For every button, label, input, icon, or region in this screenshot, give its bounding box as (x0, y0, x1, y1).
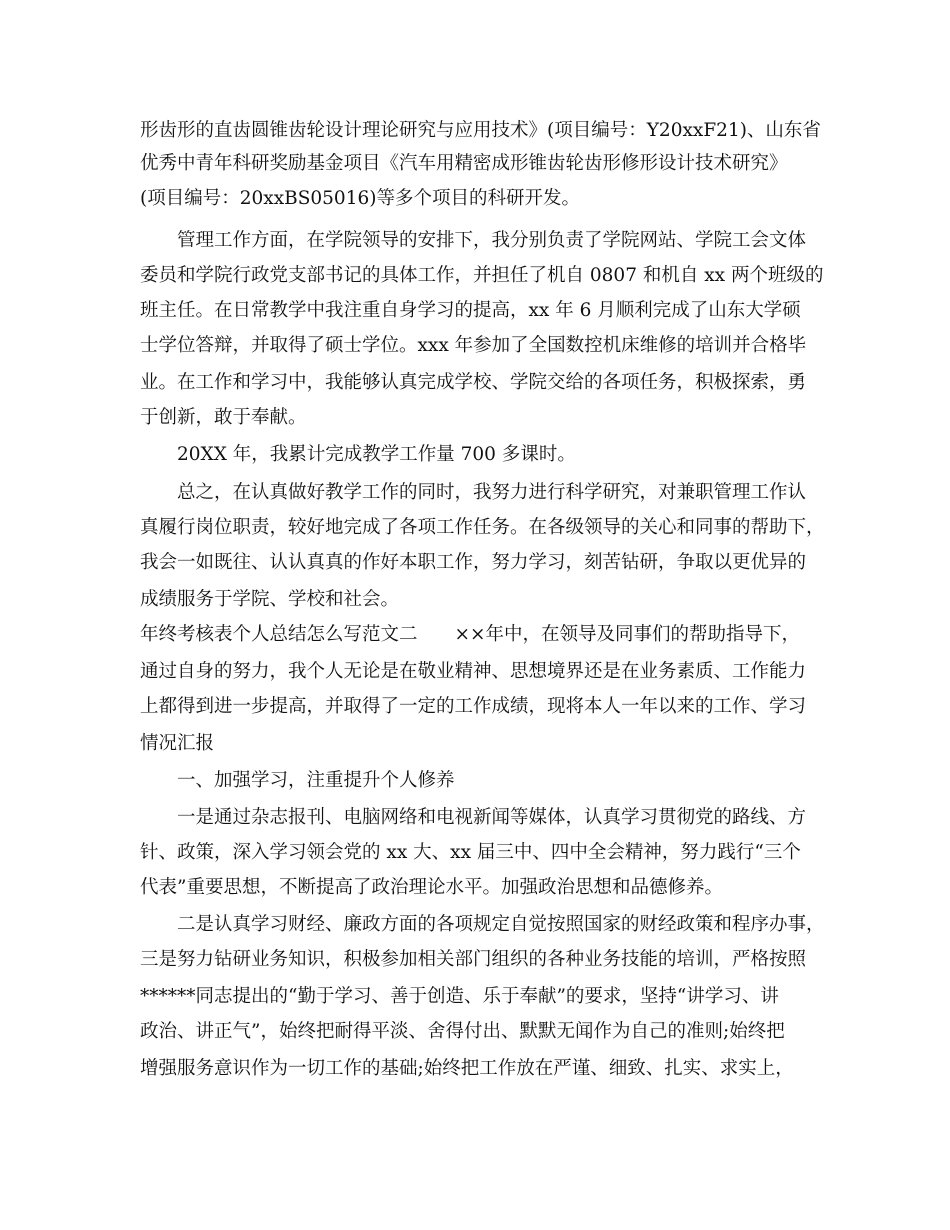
text-line: 20XX 年，我累计完成教学工作量 700 多课时。 (177, 444, 576, 465)
text-line: 真履行岗位职责，较好地完成了各项工作任务。在各级领导的关心和同事的帮助下， (140, 517, 825, 538)
text-line: 增强服务意识作为一切工作的基础;始终把工作放在严谨、细致、扎实、求实上， (140, 1058, 794, 1079)
text-line: 于创新，敢于奉献。 (140, 407, 307, 428)
text-line: 一是通过杂志报刊、电脑网络和电视新闻等媒体，认真学习贯彻党的路线、方 (177, 807, 807, 828)
text-line: 二是认真学习财经、廉政方面的各项规定自觉按照国家的财经政策和程序办事， (177, 914, 825, 935)
text-line: 士学位答辩，并取得了硕士学位。xxx 年参加了全国数控机床维修的培训并合格毕 (140, 335, 807, 356)
text-line: 针、政策，深入学习领会党的 xx 大、xx 届三中、四中全会精神，努力践行“三个 (140, 842, 801, 863)
text-line: 业。在工作和学习中，我能够认真完成学校、学院交给的各项任务，积极探索，勇 (140, 372, 807, 393)
text-line: 三是努力钻研业务知识，积极参加相关部门组织的各种业务技能的培训，严格按照 (140, 949, 807, 970)
text-line: ******同志提出的“勤于学习、善于创造、乐于奉献”的要求，坚持“讲学习、讲 (140, 986, 779, 1007)
text-line: 优秀中青年科研奖励基金项目《汽车用精密成形锥齿轮齿形修形设计技术研究》 (140, 153, 788, 174)
text-line: 管理工作方面，在学院领导的安排下，我分别负责了学院网站、学院工会文体 (177, 230, 807, 251)
text-line: 总之，在认真做好教学工作的同时，我努力进行科学研究，对兼职管理工作认 (177, 482, 807, 503)
text-line: 成绩服务于学院、学校和社会。 (140, 589, 400, 610)
text-line: 代表”重要思想，不断提高了政治理论水平。加强政治思想和品德修养。 (140, 877, 723, 898)
section-heading: 一、加强学习，注重提升个人修养 (177, 770, 455, 791)
text-line: 形齿形的直齿圆锥齿轮设计理论研究与应用技术》(项目编号：Y20xxF21)、山东省 (140, 120, 821, 141)
text-line: 年终考核表个人总结怎么写范文二 ××年中，在领导及同事们的帮助指导下， (140, 624, 801, 645)
text-line: 班主任。在日常教学中我注重自身学习的提高，xx 年 6 月顺利完成了山东大学硕 (140, 300, 801, 321)
text-line: 我会一如既往、认认真真的作好本职工作，努力学习，刻苦钻研，争取以更优异的 (140, 552, 807, 573)
text-line: 委员和学院行政党支部书记的具体工作，并担任了机自 0807 和机自 xx 两个班级的 (140, 265, 824, 286)
text-line: (项目编号：20xxBS05016)等多个项目的科研开发。 (140, 188, 580, 209)
text-line: 通过自身的努力，我个人无论是在敬业精神、思想境界还是在业务素质、工作能力 (140, 661, 807, 682)
text-line: 情况汇报 (140, 733, 215, 754)
text-line: 政治、讲正气”，始终把耐得平淡、舍得付出、默默无闻作为自己的准则;始终把 (140, 1021, 785, 1042)
text-line: 上都得到进一步提高，并取得了一定的工作成绩，现将本人一年以来的工作、学习 (140, 696, 807, 717)
